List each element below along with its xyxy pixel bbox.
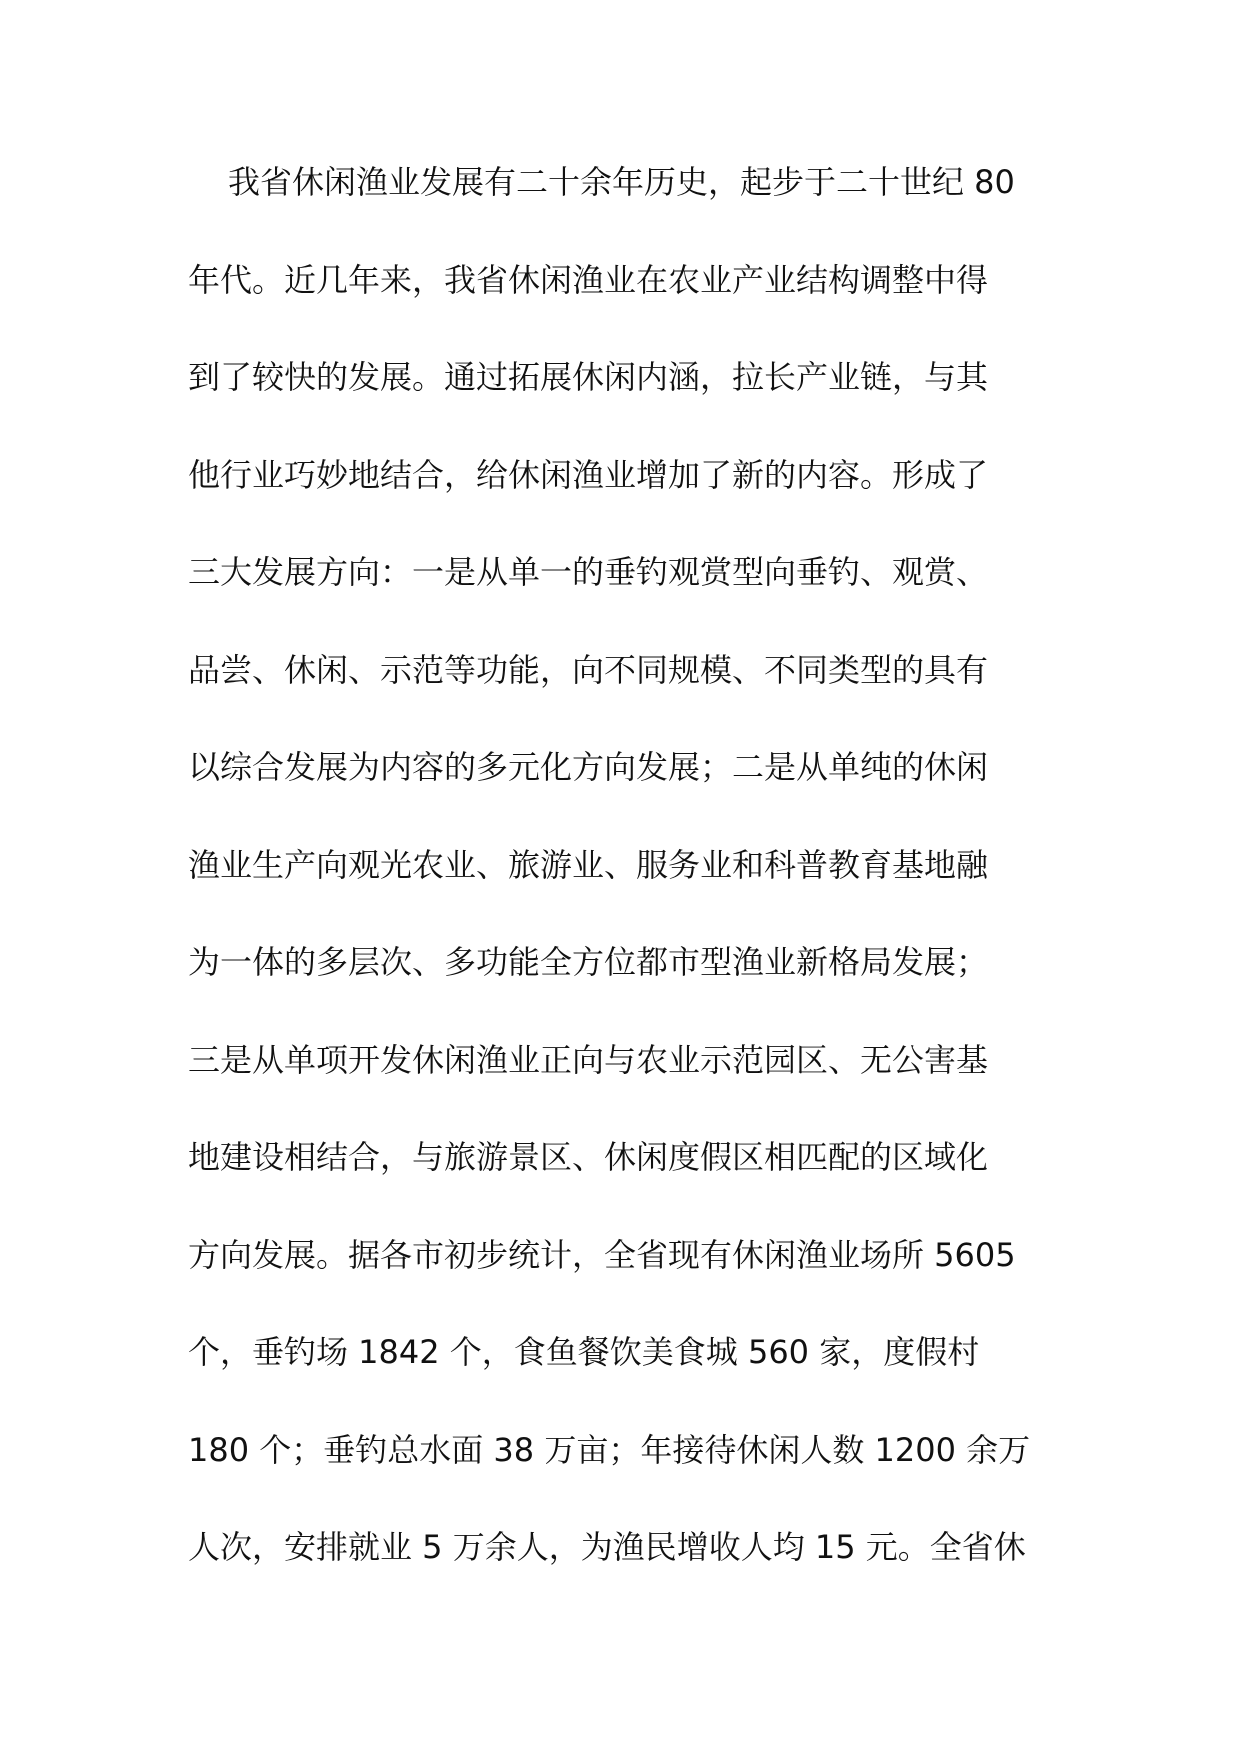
paragraph-line-15: 人次，安排就业 5 万余人，为渔民增收人均 15 元。全省休: [188, 1528, 1026, 1566]
paragraph-line-5: 三大发展方向：一是从单一的垂钓观赏型向垂钓、观赏、: [188, 553, 989, 591]
paragraph-line-13: 个，垂钓场 1842 个，食鱼餐饮美食城 560 家，度假村: [188, 1333, 980, 1371]
paragraph-line-12: 方向发展。据各市初步统计，全省现有休闲渔业场所 5605: [188, 1235, 1016, 1274]
paragraph-line-6: 品尝、休闲、示范等功能，向不同规模、不同类型的具有: [188, 650, 989, 689]
paragraph-line-1: 我省休闲渔业发展有二十余年历史，起步于二十世纪 80: [228, 163, 1015, 201]
paragraph-line-11: 地建设相结合，与旅游景区、休闲度假区相匹配的区域化: [188, 1138, 989, 1176]
paragraph-line-8: 渔业生产向观光农业、旅游业、服务业和科普教育基地融: [188, 845, 989, 884]
paragraph-line-2: 年代。近几年来，我省休闲渔业在农业产业结构调整中得: [188, 260, 989, 299]
paragraph-line-4: 他行业巧妙地结合，给休闲渔业增加了新的内容。形成了: [188, 455, 989, 494]
paragraph-line-3: 到了较快的发展。通过拓展休闲内涵，拉长产业链，与其: [188, 358, 989, 396]
paragraph-line-14: 180 个；垂钓总水面 38 万亩；年接待休闲人数 1200 余万: [188, 1430, 1031, 1469]
paragraph-line-7: 以综合发展为内容的多元化方向发展；二是从单纯的休闲: [188, 748, 989, 786]
paragraph-line-9: 为一体的多层次、多功能全方位都市型渔业新格局发展；: [188, 943, 989, 981]
paragraph-line-10: 三是从单项开发休闲渔业正向与农业示范园区、无公害基: [188, 1040, 989, 1079]
body-paragraph: [188, 152, 1068, 1615]
